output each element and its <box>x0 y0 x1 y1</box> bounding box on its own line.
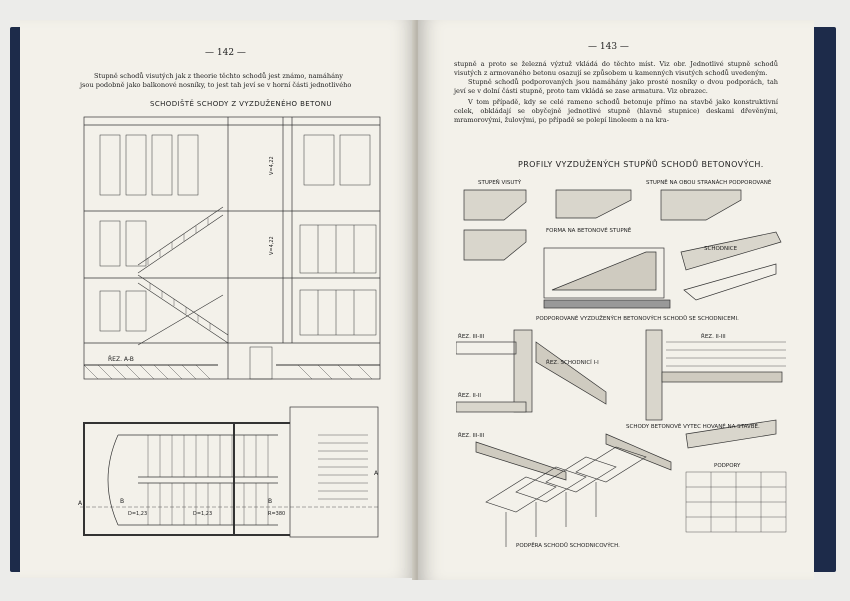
drawing-label: PODPORY <box>714 463 741 469</box>
paragraph: Stupně schodů podporovaných jsou namáhány jako prosté nosníky o dvou podporách, tah jeví se v dolní části stupně, proto tam vkládá se zase armatura. Viz obrazec. <box>454 78 778 95</box>
page-number: — 142 — <box>205 48 246 58</box>
right-page <box>418 20 814 580</box>
page-number: — 143 — <box>588 42 629 52</box>
plan-label: B <box>120 498 125 505</box>
stair-plan-drawing <box>78 405 383 540</box>
drawing-label: STUPEŇ VISUTÝ <box>478 180 522 186</box>
drawing-label: ŘEZ. III-III <box>458 334 485 340</box>
paragraph <box>80 72 400 90</box>
figure-title: PROFILY VYZDUŽENÝCH STUPŇŮ SCHODŮ BETONOVÝCH. <box>518 160 764 169</box>
plan-label: B <box>268 498 273 505</box>
drawing-label: SCHODNICE <box>704 246 738 252</box>
body-text <box>454 60 778 125</box>
drawing-label: ŘEZ. III-III <box>458 433 485 439</box>
plan-label: A <box>374 470 379 477</box>
section-label: ŘEZ. A-B <box>108 356 134 363</box>
height-label: V=4,22 <box>269 236 275 255</box>
plan-dimension: R=380 <box>268 511 286 517</box>
drawing-label: ŘEZ. II-III <box>701 334 726 340</box>
drawing-label: ŘEZ. SCHODNICÍ I-I <box>546 360 599 366</box>
plan-label: A <box>78 500 83 507</box>
paragraph: stupně a proto se železná výztuž vkládá do těchto míst. Viz obr. Jednotlivé stupně schodů visutých z armovaného betonu osazují se způsobem u kamenných visutých schodů uvedeným. <box>454 60 778 77</box>
text-line: jsou podobně jako balkonové nosníky, to jest tah jeví se v horní části jednotlivého <box>80 81 352 89</box>
drawing-label: PODPĚRA SCHODŮ SCHODNICOVÝCH. <box>516 543 620 549</box>
drawing-label: SCHODY BETONOVÉ VYTEC HOVANÉ NA STAVBĚ. <box>626 424 760 430</box>
paragraph: V tom případě, kdy se celé rameno schodů betonuje přímo na stavbě jako konstruktivní celek, obkládají se obyčejně jednotlivé stupně (hlavně stupnice) deskami dřevěnými, mramorovými, žulovými, po případě se polepí linoleem a na kra- <box>454 98 778 124</box>
height-label: V=4,22 <box>269 156 275 175</box>
figure-title: SCHODIŠTĚ SCHODY Z VYZDUŽENÉHO BETONU <box>150 100 332 108</box>
plan-dimension: D=1,23 <box>193 511 213 517</box>
plan-dimension: D=1,23 <box>128 511 148 517</box>
drawing-label: PODPOROVANÉ VYZDUŽENÝCH BETONOVÝCH SCHODŮ SE SCHODNICEMI. <box>536 316 739 322</box>
text-line: Stupně schodů visutých jak z theorie těchto schodů jest známo, namáhány <box>94 72 343 80</box>
drawing-label: STUPNĚ NA OBOU STRANÁCH PODPOROVANÉ <box>646 180 772 186</box>
drawing-label: FORMA NA BETONOVÉ STUPNĚ <box>546 228 632 234</box>
left-page <box>20 20 416 578</box>
stair-section-drawing <box>78 115 383 385</box>
step-profiles-drawing <box>456 172 801 552</box>
drawing-label: ŘEZ. II-II <box>458 393 482 399</box>
